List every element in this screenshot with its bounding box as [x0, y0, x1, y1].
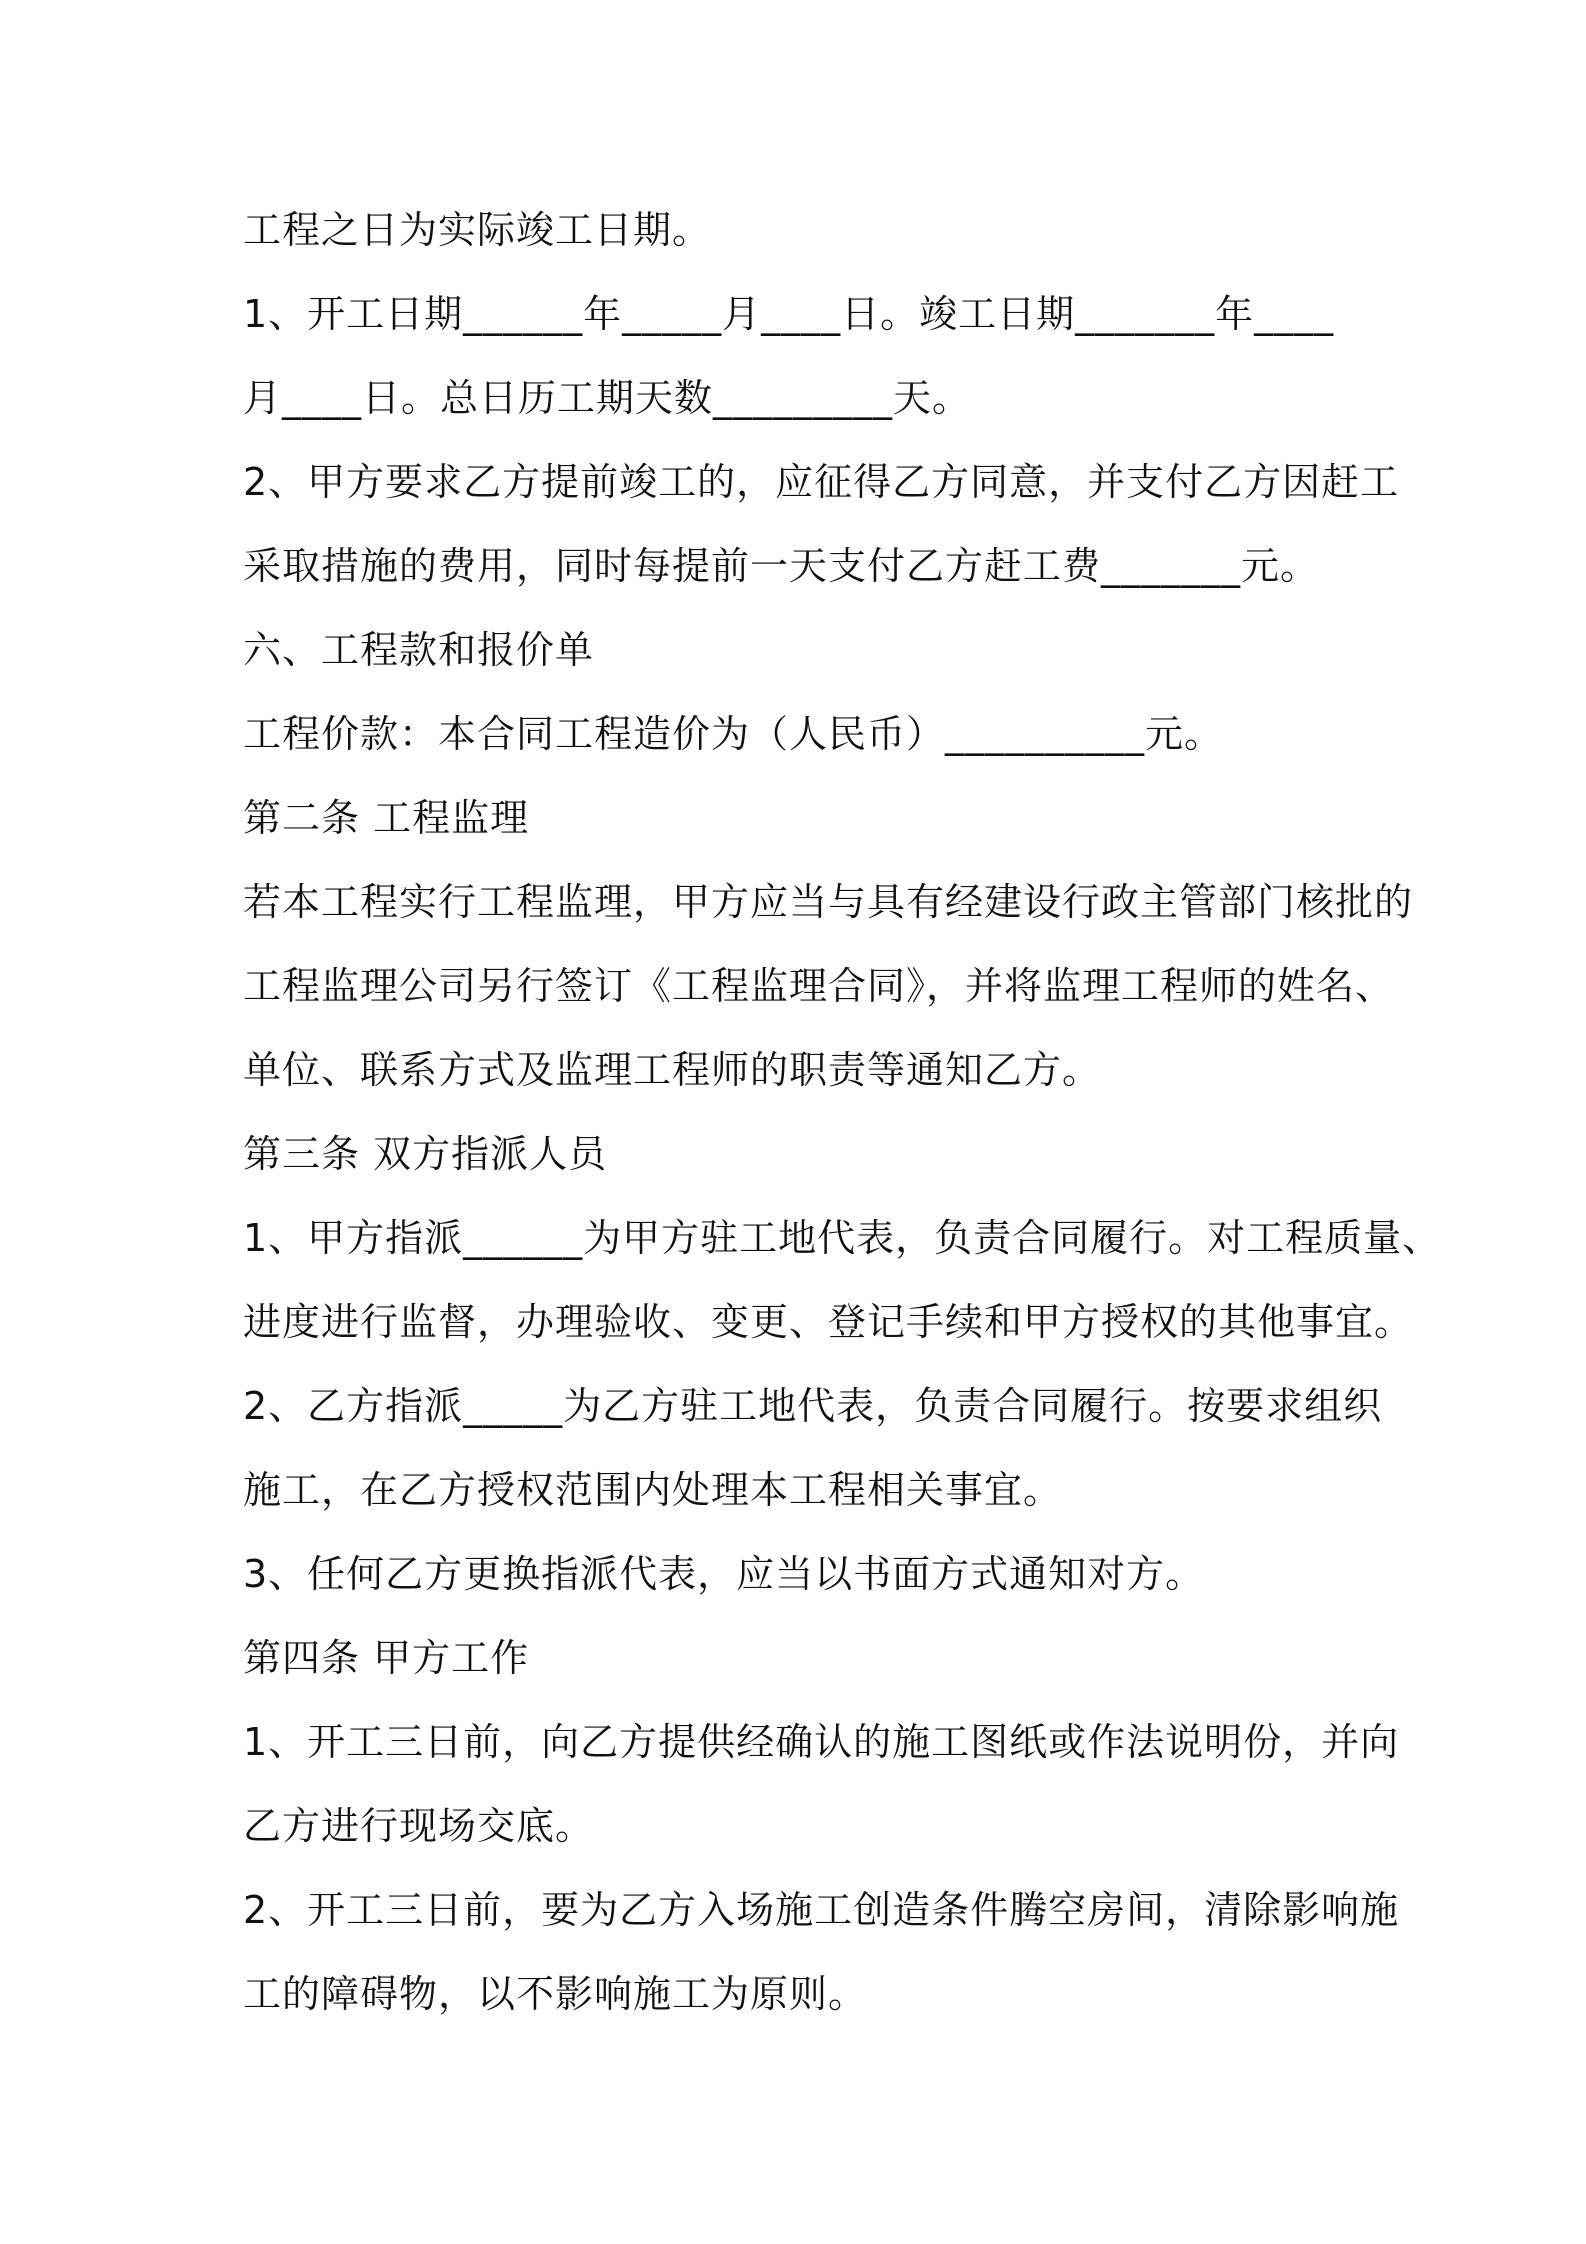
text-line: 月____日。总日历工期天数_________天。: [243, 376, 972, 420]
text-line: 进度进行监督，办理验收、变更、登记手续和甲方授权的其他事宜。: [243, 1300, 1414, 1344]
text-line: 工程价款：本合同工程造价为（人民币）__________元。: [243, 712, 1224, 756]
text-line: 工程监理公司另行签订《工程监理合同》，并将监理工程师的姓名、: [243, 964, 1395, 1008]
text-line: 若本工程实行工程监理，甲方应当与具有经建设行政主管部门核批的: [243, 880, 1414, 924]
text-line: 工的障碍物，以不影响施工为原则。: [243, 1972, 868, 2016]
text-line: 工程之日为实际竣工日期。: [243, 208, 712, 252]
text-line: 施工，在乙方授权范围内处理本工程相关事宜。: [243, 1468, 1063, 1512]
text-line: 2、乙方指派_____为乙方驻工地代表，负责合同履行。按要求组织: [243, 1384, 1383, 1428]
text-line: 乙方进行现场交底。: [243, 1804, 595, 1848]
text-line: 1、甲方指派______为甲方驻工地代表，负责合同履行。对工程质量、: [243, 1216, 1442, 1260]
text-line: 单位、联系方式及监理工程师的职责等通知乙方。: [243, 1048, 1102, 1092]
text-line: 1、开工三日前，向乙方提供经确认的施工图纸或作法说明份，并向: [243, 1720, 1400, 1764]
text-line: 2、开工三日前，要为乙方入场施工创造条件腾空房间，清除影响施: [243, 1888, 1400, 1932]
section-heading: 六、工程款和报价单: [243, 628, 595, 672]
text-line: 采取措施的费用，同时每提前一天支付乙方赶工费_______元。: [243, 544, 1320, 588]
text-line: 1、开工日期______年_____月____日。竣工日期_______年____: [243, 292, 1335, 336]
text-line: 3、任何乙方更换指派代表，应当以书面方式通知对方。: [243, 1552, 1205, 1596]
text-line: 2、甲方要求乙方提前竣工的，应征得乙方同意，并支付乙方因赶工: [243, 460, 1400, 504]
article-heading: 第二条 工程监理: [243, 796, 530, 840]
document-body: [243, 200, 1442, 2048]
article-heading: 第三条 双方指派人员: [243, 1132, 608, 1176]
article-heading: 第四条 甲方工作: [243, 1636, 530, 1680]
